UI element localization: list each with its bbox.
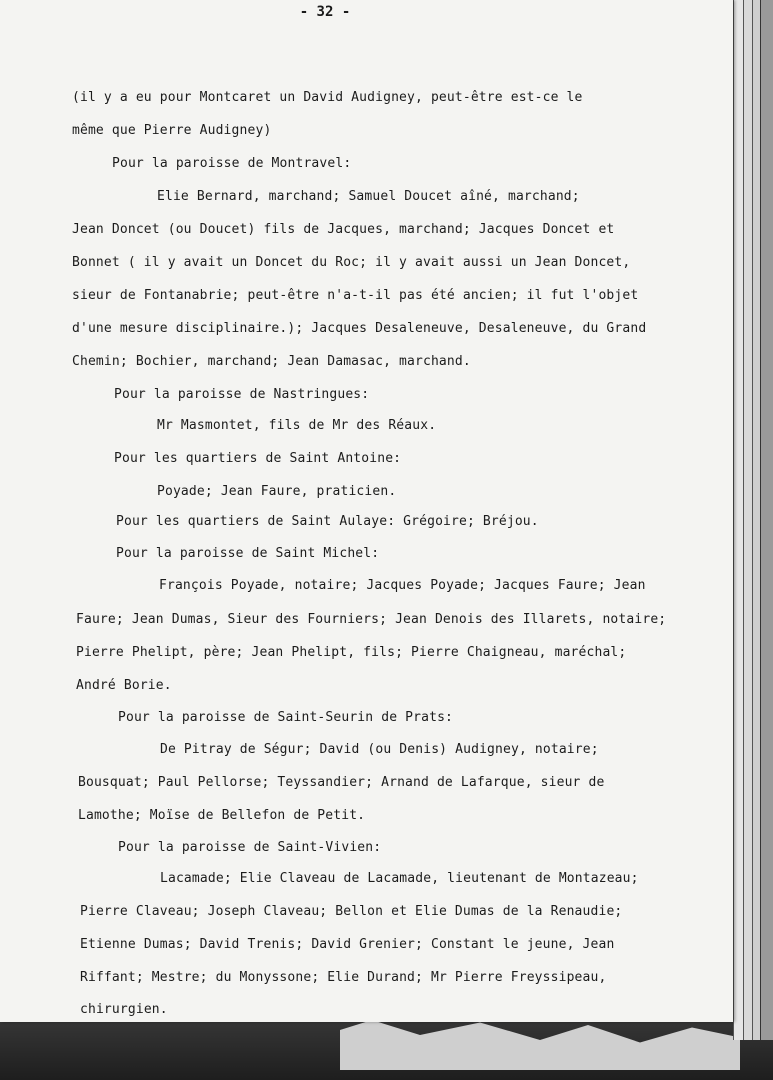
text-line: sieur de Fontanabrie; peut-être n'a-t-il pas été ancien; il fut l'objet	[72, 288, 639, 303]
text-line: (il y a eu pour Montcaret un David Audigney, peut-être est-ce le	[72, 90, 583, 105]
text-line: Jean Doncet (ou Doucet) fils de Jacques, marchand; Jacques Doncet et	[72, 222, 615, 237]
text-line: André Borie.	[76, 678, 172, 693]
paragraph-heading: Pour la paroisse de Montravel:	[112, 156, 352, 171]
text-line: Chemin; Bochier, marchand; Jean Damasac, marchand.	[72, 354, 471, 369]
paragraph-heading: Pour les quartiers de Saint Aulaye: Grégoire; Bréjou.	[116, 514, 539, 529]
page-edge	[743, 0, 752, 1040]
page-edge	[760, 0, 773, 1040]
page-edge	[752, 0, 760, 1040]
text-line: Etienne Dumas; David Trenis; David Grenier; Constant le jeune, Jean	[80, 937, 615, 952]
paragraph-heading: Pour la paroisse de Saint-Seurin de Prats:	[118, 710, 454, 725]
paragraph-heading: Pour la paroisse de Saint Michel:	[116, 546, 380, 561]
page-edge	[733, 0, 743, 1040]
paragraph-heading: Pour les quartiers de Saint Antoine:	[114, 451, 402, 466]
text-line: Pierre Claveau; Joseph Claveau; Bellon et Elie Dumas de la Renaudie;	[80, 904, 623, 919]
text-line: Lamothe; Moïse de Bellefon de Petit.	[78, 808, 366, 823]
text-line: De Pitray de Ségur; David (ou Denis) Audigney, notaire;	[160, 742, 599, 757]
text-line: Poyade; Jean Faure, praticien.	[157, 484, 397, 499]
paragraph-heading: Pour la paroisse de Nastringues:	[114, 387, 370, 402]
text-line: Bonnet ( il y avait un Doncet du Roc; il y avait aussi un Jean Doncet,	[72, 255, 631, 270]
page-number: - 32 -	[299, 4, 351, 20]
paragraph-heading: Pour la paroisse de Saint-Vivien:	[118, 840, 382, 855]
text-line: Mr Masmontet, fils de Mr des Réaux.	[157, 418, 437, 433]
text-line: Elie Bernard, marchand; Samuel Doucet aîné, marchand;	[157, 189, 580, 204]
text-line: François Poyade, notaire; Jacques Poyade; Jacques Faure; Jean	[159, 578, 646, 593]
text-line: chirurgien.	[80, 1002, 168, 1017]
text-line: Riffant; Mestre; du Monyssone; Elie Durand; Mr Pierre Freyssipeau,	[80, 970, 607, 985]
text-line: Bousquat; Paul Pellorse; Teyssandier; Arnand de Lafarque, sieur de	[78, 775, 605, 790]
text-line: même que Pierre Audigney)	[72, 123, 272, 138]
text-line: Faure; Jean Dumas, Sieur des Fourniers; Jean Denois des Illarets, notaire;	[76, 612, 667, 627]
text-line: d'une mesure disciplinaire.); Jacques Desaleneuve, Desaleneuve, du Grand	[72, 321, 647, 336]
text-line: Lacamade; Elie Claveau de Lacamade, lieutenant de Montazeau;	[160, 871, 639, 886]
text-line: Pierre Phelipt, père; Jean Phelipt, fils; Pierre Chaigneau, maréchal;	[76, 645, 627, 660]
